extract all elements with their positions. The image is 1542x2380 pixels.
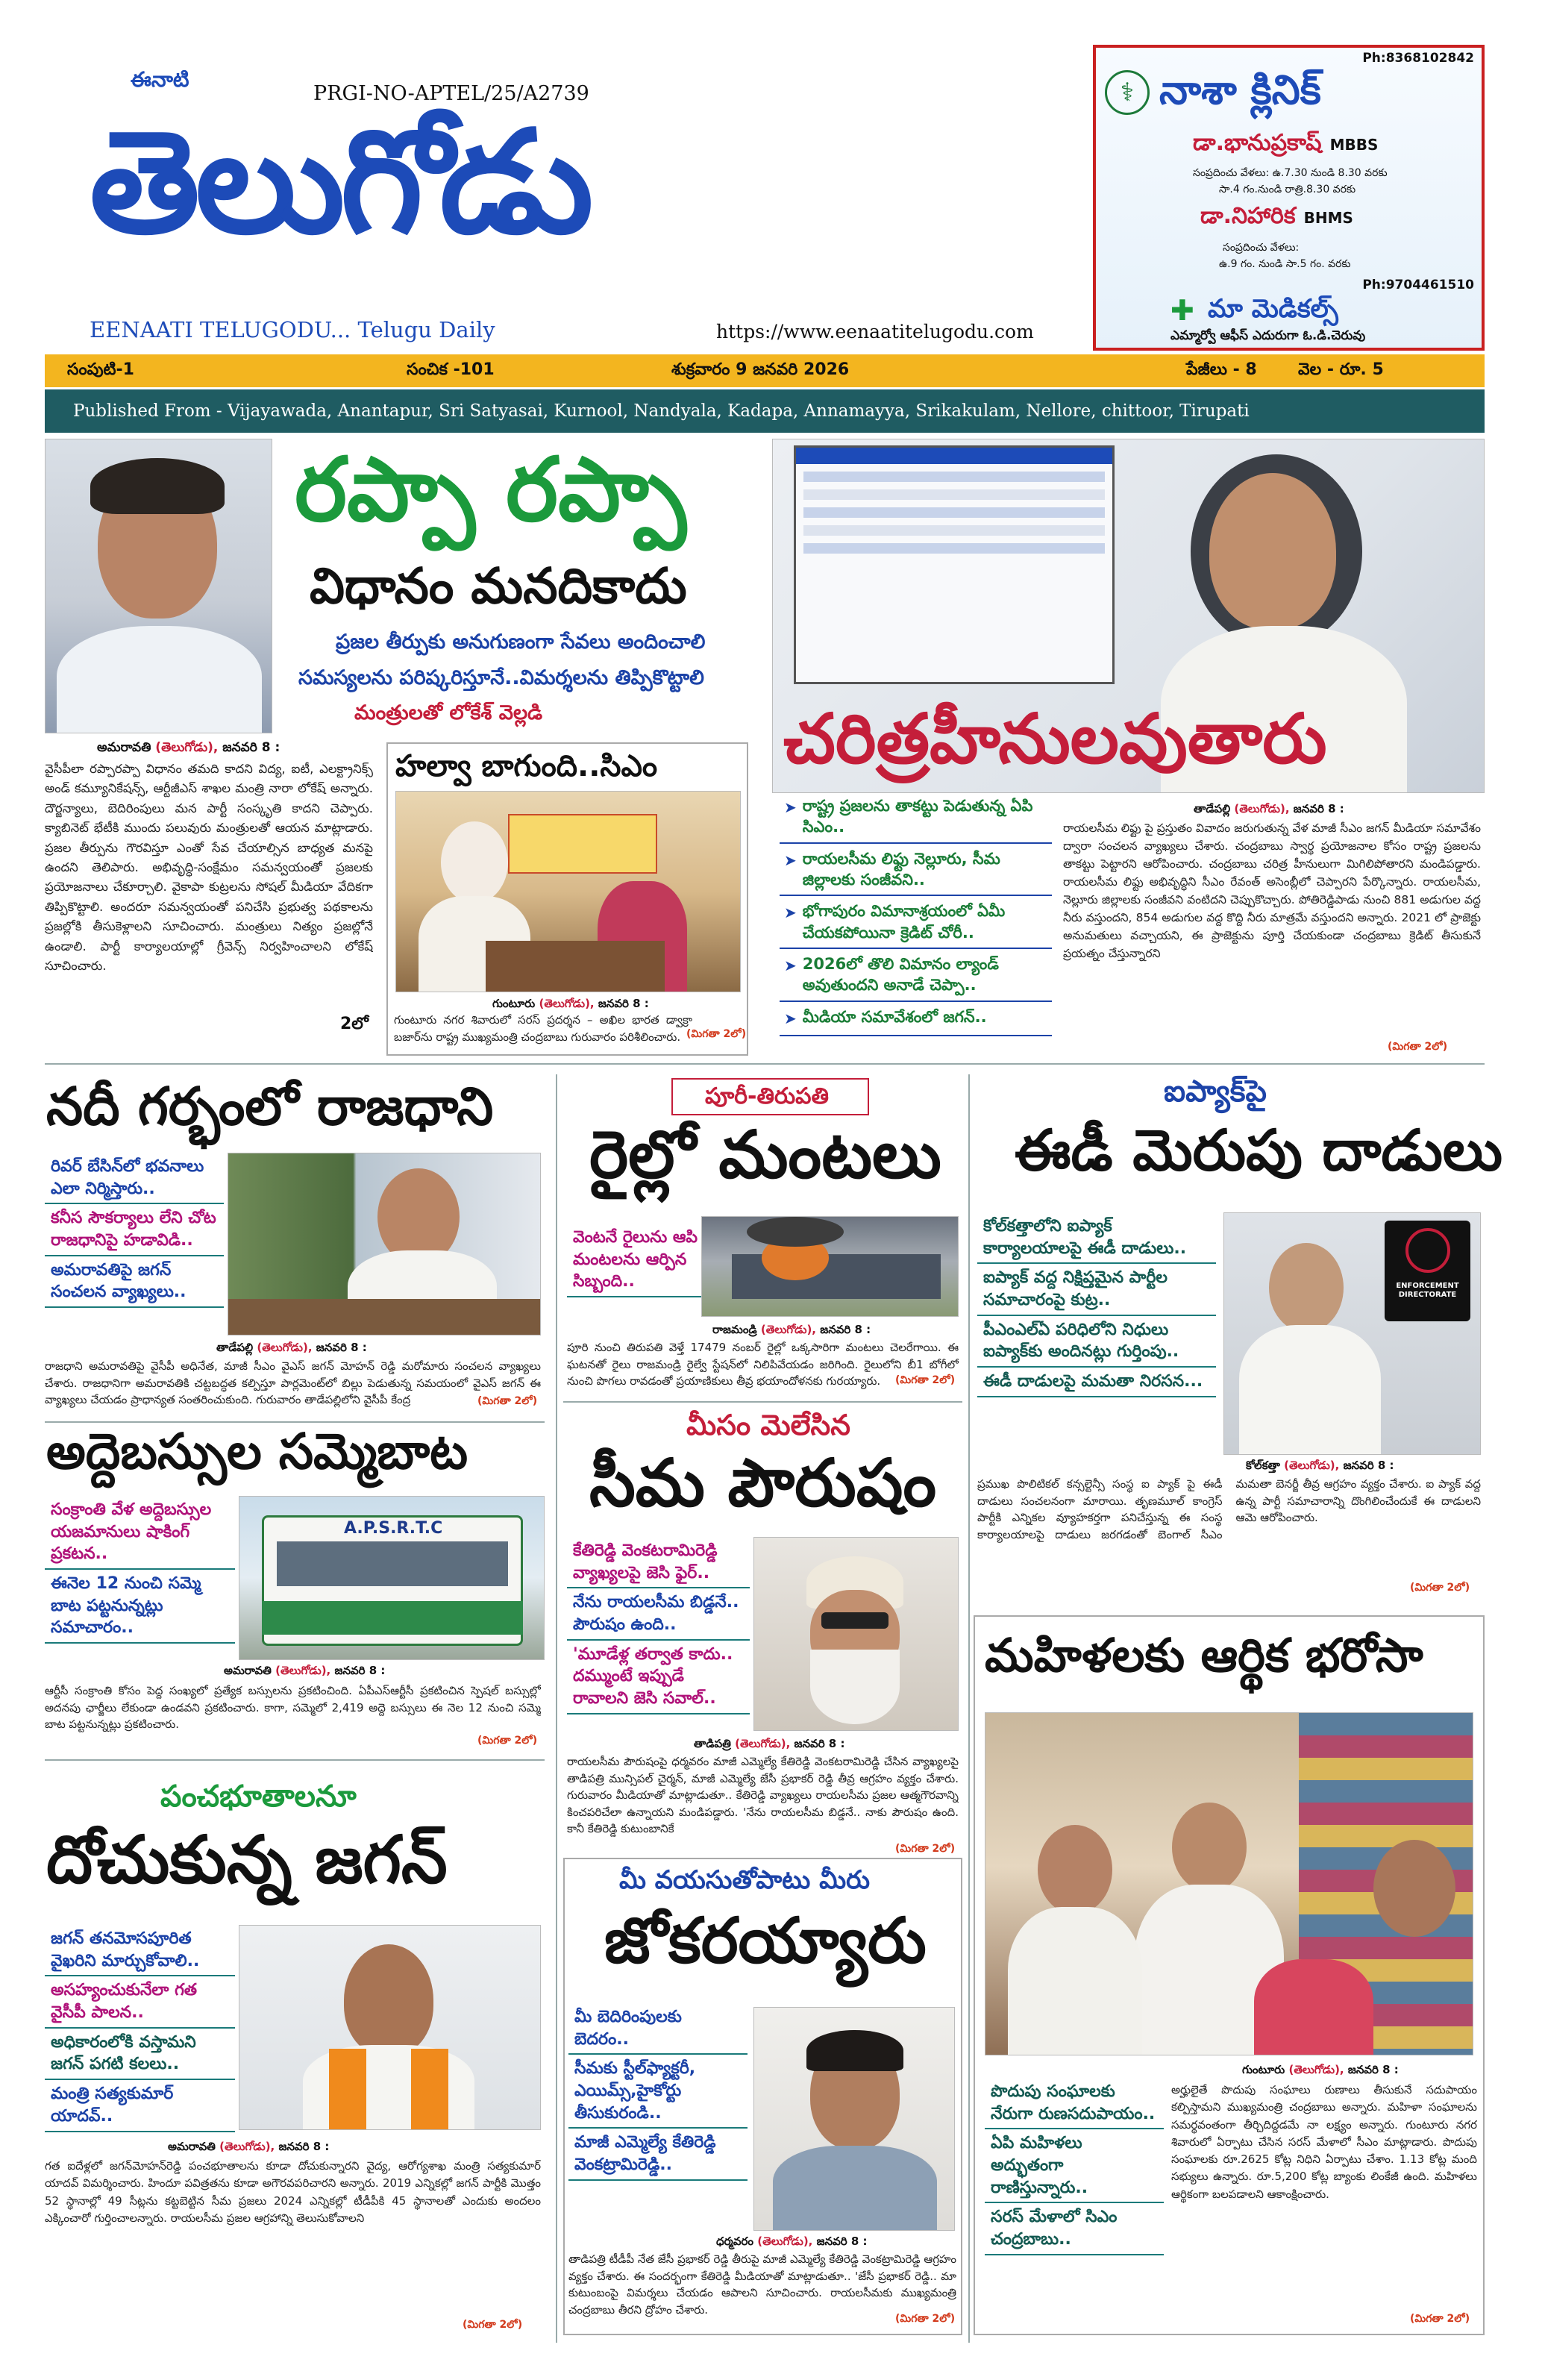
cm-saras-mela-photo: [985, 1712, 1473, 2055]
story1-body: వైసీపీలా రప్పారప్పా విధానం తమది కాదని విద్య, ఐటీ, ఎలక్ట్రానిక్స్ అండ్ కమ్యూనికేషన్స్, ఆర్టీజీఎస్ శాఖల మంత్రి నారా లోకేష్ అన్నారు. దౌర్జన్యాలు, బెదిరింపులు మన పార్టీ సంస్కృతి కాదని చెప్పారు. క్యాబినెట్ భేటీకి ముందు పలువురు మంత్రులతో ఆయన మాట్లాడారు. ప్రజల తీర్పును గౌరవిస్తూ ఎంతో సేవ చేయాల్సిన బాధ్యత మనపై ఉందని తెలిపారు. అభివృద్ధి-సంక్షేమం సమన్వయంతో ప్రజలకు ప్రయోజనాలు చేకూర్చాలి. వైకాపా కుట్రలను సోషల్ మీడియా వేదికగా తిప్పికొట్టాలి. అందరూ సమన్వయంతో పనిచేసి ప్రభుత్వ పథకాలను ప్రజల్లోకి తీసుకెళ్లాలని సూచించారు. మంత్రులు నిత్యం ప్రజల్లోనే ఉండాలి. పార్టీ కార్యాలయాల్లో గ్రీవెన్స్ నిర్వహించాలని లోకేష్ సూచించారు.: [45, 762, 373, 973]
story3-bullets: [45, 1153, 224, 1308]
story2-bullet: ➤ రాయలసీమ లిఫ్టు నెల్లూరు, సీమ జిల్లాలకు సంజీవని..: [780, 844, 1052, 897]
arrow-icon: ➤: [784, 798, 797, 816]
story8-dateline: అమరావతి (తెలుగోడు), జనవరి 8 :: [168, 2140, 330, 2153]
story8-bullet: జగన్ తనమోసపూరిత వైఖరిని మార్చుకోవాలి..: [45, 1925, 235, 1976]
ed-emblem: [1385, 1221, 1470, 1321]
story1b-headline: హల్వా బాగుంది..సిఎం: [395, 749, 658, 783]
train-fire-photo: [701, 1216, 959, 1317]
story10-continued: (మిగతా 2లో): [1410, 2313, 1470, 2325]
story9-dateline: ధర్మవరం (తెలుగోడు), జనవరి 8 :: [716, 2235, 868, 2248]
arrow-icon: ➤: [784, 851, 797, 869]
story3-bullet: రివర్ బేసిన్‌లో భవనాలు ఎలా నిర్మిస్తారు..: [45, 1153, 224, 1204]
story6-bullets: [45, 1496, 235, 1644]
story6-continued: (మిగతా 2లో): [477, 1735, 538, 1747]
column-divider: [968, 1074, 970, 2343]
volume: సంపుటి-1: [67, 360, 134, 379]
pages: పేజీలు - 8: [1186, 360, 1257, 379]
story2-bullet: ➤ భోగాపురం విమానాశ్రయంలో ఏమీ చేయకపోయినా క్రెడిట్ చోరీ..: [780, 896, 1052, 949]
story1b-continued: (మిగతా 2లో): [686, 1028, 747, 1040]
website-url[interactable]: https://www.eenaatitelugodu.com: [716, 321, 1034, 342]
story9-bullet: మాజీ ఎమ్మెల్యే కేతిరెడ్డి వెంకట్రామిరెడ్డి..: [568, 2129, 748, 2180]
story4-bullet: వెంటనే రైలును ఆపి మంటలను ఆర్పిన సిబ్బంది..: [567, 1224, 739, 1297]
story5-headline: ఈడీ మెరుపు దాడులు: [1015, 1117, 1503, 1183]
story6-body: ఆర్టీసీ సంక్రాంతి కోసం పెద్ద సంఖ్యలో ప్రత్యేక బస్సులను ప్రకటించింది. ఏపీఎస్ఆర్టీసీ ప్రకటించిన స్పెషల్ బస్సుల్లో అదనపు ఛార్జీలు లేకుండా ఉండవని ప్రకటించారు. కాగా, సమ్మెలో 2,419 అద్దె బస్సులు ఈ నెల 12 నుంచి సమ్మె బాట పట్టనున్నట్లు ప్రకటించారు.: [45, 1684, 541, 1731]
story8-bullet: మంత్రి సత్యకుమార్ యాదవ్..: [45, 2080, 235, 2132]
story9-bullet: సీమకు స్టీల్‌ఫ్యాక్టరీ, ఎయిమ్స్,హైకోర్టు తీసుకురండి..: [568, 2055, 748, 2129]
story5-bullet: పీఎంఎల్ఏ పరిధిలోని నిధులు ఐప్యాక్‌కు అందినట్లు గుర్తింపు..: [977, 1316, 1216, 1368]
jagan-desk-photo: [228, 1153, 541, 1335]
story8-bullets: [45, 1925, 235, 2132]
published-from-bar: Published From - Vijayawada, Anantapur, Sri Satyasai, Kurnool, Nandyala, Kadapa, Annamayya, Srikakulam, Nellore, chittoor, Tirupati: [45, 389, 1485, 433]
story5-bullet: కోల్‌కత్తాలోని ఐప్యాక్ కార్యాలయాలపై ఈడీ దాడులు..: [977, 1212, 1216, 1264]
story2-bullet: ➤ మీడియా సమావేశంలో జగన్..: [780, 1002, 1052, 1036]
masthead-kicker: ఈనాటి: [131, 67, 189, 92]
ad-phone-top: Ph:8368102842: [1362, 51, 1474, 66]
ad-address: ఎమ్మార్వో ఆఫీస్ ఎదురుగా ఓ.డి.చెరువు: [1170, 328, 1366, 343]
story7-body: రాయలసీమ పౌరుషంపై ధర్మవరం మాజీ ఎమ్మెల్యే కేతిరెడ్డి వెంకటరామిరెడ్డి చేసిన వ్యాఖ్యలపై తాడిపత్రి మున్సిపల్ చైర్మన్, మాజీ ఎమ్మెల్యే జేసీ ప్రభాకర్ రెడ్డి తీవ్ర ఆగ్రహం వ్యక్తం చేశారు. గురువారం మీడియాతో మాట్లాడుతూ.. కేతిరెడ్డి వ్యాఖ్యలు రాయలసీమ ప్రజల ఆత్మగౌరవాన్ని కించపరిచేలా ఉన్నాయని మండిపడ్డారు. 'నేను రాయలసీమ బిడ్డనే.. నాకు పౌరుషం ఉంది. కానీ కేతిరెడ్డి కుటుంబానికే: [567, 1755, 959, 1835]
doctor1-name: [1193, 130, 1378, 161]
story5-bullet: ఐప్యాక్ వద్ద నిక్షిప్తమైన పార్టీల సమాచారంపై కుట్ర..: [977, 1264, 1216, 1315]
story10-headline: మహిళలకు ఆర్థిక భరోసా: [985, 1628, 1423, 1682]
story1-sub1: ప్రజల తీర్పుకు అనుగుణంగా సేవలు అందించాలి: [336, 630, 706, 654]
story7-bullet: నేను రాయలసీమ బిడ్డనే.. పౌరుషం ఉంది..: [567, 1588, 750, 1640]
story9-kicker: మీ వయసుతోపాటు మీరు: [619, 1865, 870, 1895]
story8-body: గత ఐదేళ్లలో జగన్‌మోహన్‌రెడ్డి పంచభూతాలను కూడా దోచుకున్నారని వైద్య, ఆరోగ్యశాఖ మంత్రి సత్యకుమార్ యాదవ్ విమర్శించారు. హిందూ పవిత్రతను కూడా అగౌరవపరిచారని అన్నారు. 2019 ఎన్నికల్లో జగన్ పార్టీకి మొత్తం 52 స్థానాల్లో 49 సీట్లను కట్టబెట్టిన సీమ ప్రజలు 2024 ఎన్నికల్లో టీడీపీకి 45 స్థానాలతో ఎందుకు అందలం ఎక్కించారో గుర్తించాలన్నారు. రాయలసీమ ప్రజల ఆగ్రహాన్ని తెలుసుకోవాలని: [45, 2159, 541, 2225]
story2-bullet: ➤ 2026లో తొలి విమానం ల్యాండ్ అవుతుందని అనాడే చెప్పా..: [780, 949, 1052, 1002]
info-bar: [45, 354, 1485, 387]
doctor1: డా.భానుప్రకాష్: [1193, 130, 1322, 156]
story6-dateline: అమరావతి (తెలుగోడు), జనవరి 8 :: [224, 1664, 386, 1677]
story3-bullet: కనీస సౌకర్యాలు లేని చోట రాజధానిపై హడావిడి..: [45, 1204, 224, 1256]
story10-body: అర్హులైతే పొదుపు సంఘాలు రుణాలు తీసుకునే సదుపాయం కల్పిస్తామని ముఖ్యమంత్రి చంద్రబాబు అన్నారు. మహిళా సంఘాలను సమర్థవంతంగా తీర్చిదిద్దడమే నా లక్ష్యం అన్నారు. గుంటూరు నగర శివారులో ఏర్పాటు చేసిన సరస్ మేళాలో సీఎం మాట్లాడారు. పొదుపు సంఘాలకు రూ.2625 కోట్ల నిధిని ఏర్పాటు చేశాం. 1.13 కోట్ల మంది సభ్యులు ఉన్నారు. రూ.5,200 కోట్ల బ్యాంకు లింకేజీ ఉంది. మహిళలు ఆర్థికంగా బలపడాలని ఆకాంక్షించారు.: [1171, 2083, 1477, 2201]
story5-kicker: ఐప్యాక్‌పై: [1164, 1074, 1267, 1109]
story10-dateline: గుంటూరు (తెలుగోడు), జనవరి 8 :: [1242, 2063, 1399, 2076]
issue-date: శుక్రవారం 9 జనవరి 2026: [671, 360, 850, 379]
story6-bullet: సంక్రాంతి వేళ అద్దెబస్సుల యజమానులు షాకింగ్ ప్రకటన..: [45, 1496, 235, 1570]
arrow-icon: ➤: [784, 904, 797, 922]
story7-dateline: తాడిపత్రి (తెలుగోడు), జనవరి 8 :: [694, 1737, 845, 1750]
masthead-title: తెలుగోడు: [90, 100, 589, 265]
lokesh-photo: [45, 439, 272, 733]
story1-continued: 2లో: [340, 1015, 369, 1033]
story4-dateline: రాజమండ్రి (తెలుగోడు), జనవరి 8 :: [712, 1323, 871, 1336]
story7-bullet: కేతిరెడ్డి వెంకటరామిరెడ్డి వ్యాఖ్యలపై జెసి ఫైర్..: [567, 1537, 750, 1588]
story2-bullets: [780, 791, 1052, 1036]
story2-body: రాయలసీమ లిఫ్టు పై ప్రస్తుతం వివాదం జరుగుతున్న వేళ మాజీ సీఎం జగన్ మీడియా సమావేశం ద్వారా సంచలన వ్యాఖ్యలు చేశారు. చంద్రబాబు స్వార్థ ప్రయోజనాల కోసం రాష్ట్ర ప్రజలను తాకట్టు పెట్టారని ఆరోపించారు. చంద్రబాబు చరిత్ర హీనులుగా మిగిలిపోతారని మండిపడ్డారు. రాయలసీమ లిఫ్టు అభివృద్ధిని సీఎం రేవంత్ అసెంబ్లీలో చెప్పారని పేర్కొన్నారు. రాయలసీమ, నెల్లూరు జిల్లాలకు సంజీవని వంటిదని చెప్పుకొచ్చారు. పోతిరెడ్డిపాడు నుంచి 881 అడుగుల వద్ద నీరు వస్తుందని, 854 అడుగుల వద్ద కొద్ది నీరు మాత్రమే వస్తుందని అన్నారు. 2021 లో ప్రాజెక్టు అనుమతులు వచ్చాయని, ఈ ప్రాజెక్టును పూర్తి చేయకుండా చంద్రబాబు క్రెడిట్ తీసుకునే ప్రయత్నం చేస్తున్నారని: [1063, 821, 1481, 961]
story1b-dateline: గుంటూరు (తెలుగోడు), జనవరి 8 :: [492, 997, 649, 1010]
story9-bullets: [568, 2003, 748, 2181]
story1-sub3: మంత్రులతో లోకేశ్ వెల్లడి: [354, 701, 543, 724]
story3-bullet: అమరావతిపై జగన్ సంచలన వ్యాఖ్యలు..: [45, 1256, 224, 1308]
doctor2-timing: ఉ.9 గం. నుండి సా.5 గం. వరకు: [1219, 258, 1351, 270]
column-divider: [556, 1074, 557, 2343]
clinic-ad: [1093, 45, 1485, 351]
section-divider: [45, 1063, 1485, 1065]
cm-halwa-photo: [395, 791, 741, 992]
issue: సంచిక -101: [407, 360, 495, 379]
bus-photo: [239, 1496, 545, 1660]
borrowings-screen: [794, 445, 1115, 684]
satyakumar-photo: [239, 1925, 541, 2130]
story5-dateline: కోల్‌కత్తా (తెలుగోడు), జనవరి 8 :: [1246, 1459, 1394, 1472]
kethireddy-photo: [753, 2007, 955, 2231]
story4-body: పూరి నుంచి తిరుపతి వెళ్తే 17479 నంబర్ రైల్లో ఒక్కసారిగా మంటలు చెలరేగాయి. ఈ ఘటనతో రైలు రాజమండ్రి రైల్వే స్టేషన్‌లో నిలిపివేయడం జరిగింది. రైలులోని బీ1 బోగీలో నుంచి పొగలు రావడంతో ప్రయాణికులు తీవ్ర భయాందోళనకు గురయ్యారు.: [567, 1341, 959, 1388]
medicals-name: మా మెడికల్స్: [1208, 294, 1338, 324]
masthead: [45, 30, 1074, 351]
doctor2-label: సంప్రదించు వేళలు:: [1223, 242, 1300, 254]
registration-number: PRGI-NO-APTEL/25/A2739: [313, 82, 589, 105]
story7-kicker: మీసం మెలేసిన: [686, 1409, 850, 1441]
story10-bullet: ఏపి మహిళలు అద్భుతంగా రాణిస్తున్నారు..: [985, 2129, 1164, 2203]
doctor1-timing2: సా.4 గం.నుండి రాత్రి.8.30 వరకు: [1219, 184, 1356, 195]
story8-continued: (మిగతా 2లో): [463, 2319, 523, 2331]
story5-bullets: [977, 1212, 1216, 1397]
story10-bullet: పొదుపు సంఘాలకు నేరుగా రుణసదుపాయం..: [985, 2078, 1164, 2129]
story4-headline: రైల్లో మంటలు: [589, 1116, 941, 1193]
story3-continued: (మిగతా 2లో): [477, 1395, 538, 1407]
story10-bullet: సరస్ మేళాలో సిఎం చంద్రబాబు..: [985, 2203, 1164, 2255]
arrow-icon: ➤: [784, 1009, 797, 1027]
caduceus-icon: ⚕: [1105, 70, 1150, 115]
plus-icon: ✚: [1170, 294, 1194, 327]
story7-headline: సీమ పౌరుషం: [589, 1444, 937, 1521]
story4-continued: (మిగతా 2లో): [895, 1374, 956, 1386]
doctor1-degree: MBBS: [1329, 136, 1379, 154]
story3-body: రాజధాని అమరావతిపై వైసీపీ అధినేత, మాజీ సీఎం వైఎస్ జగన్ మోహన్ రెడ్డి మరోమారు సంచలన వ్యాఖ్యలు చేశారు. రాజధానిగా అమరావతికి చట్టబద్ధత కల్పిస్తూ పార్లమెంట్‌లో బిల్లు పెడుతున్న సమయంలో వైఎస్ జగన్ ఈ వ్యాఖ్యలు చేయడం ప్రాధాన్యత సంతరించుకుంది. గురువారం తాడేపల్లిలోని వైసీపీ కేంద్ర: [45, 1359, 541, 1406]
ad-phone2: Ph:9704461510: [1362, 278, 1474, 292]
story1b-body: గుంటూరు నగర శివారులో సరస్ ప్రదర్శన – అఖిల భారత డ్వాక్రా బజార్‌ను రాష్ట్ర ముఖ్యమంత్రి చంద్రబాబు గురువారం పరిశీలించారు.: [394, 1013, 692, 1044]
story3-dateline: తాడేపల్లి (తెలుగోడు), జనవరి 8 :: [216, 1341, 367, 1354]
section-divider: [563, 1401, 962, 1403]
bus-label: A.P.S.R.T.C: [344, 1519, 443, 1538]
story9-headline: జోకరయ్యారు: [604, 1904, 927, 1977]
story1-headline1: రప్పా రప్పా: [295, 438, 686, 541]
story5-bullet: ఈడీ దాడులపై మమతా నిరసన...: [977, 1368, 1216, 1397]
clinic-name: నాశా క్లినిక్: [1159, 66, 1321, 113]
story8-kicker: పంచభూతాలనూ: [160, 1779, 357, 1814]
story7-bullets: [567, 1537, 750, 1714]
story2-headline: చరిత్రహీనులవుతారు: [783, 699, 1327, 779]
doctor2-degree: BHMS: [1303, 209, 1353, 227]
story1-headline2: విధానం మనదికాదు: [310, 557, 687, 615]
story9-body: తాడిపత్రి టీడీపీ నేత జేసీ ప్రభాకర్ రెడ్డి తీరుపై మాజీ ఎమ్మెల్యే కేతిరెడ్డి వెంకట్రామిరెడ్డి ఆగ్రహం వ్యక్తం చేశారు. ఈ సందర్భంగా కేతిరెడ్డి మీడియాతో మాట్లాడుతూ.. 'జేసీ ప్రభాకర్ రెడ్డి.. మా కుటుంబంపై విమర్శలు చేయడం ఆపాలని సూచించారు. రాయలసీమకు ముఖ్యమంత్రి చంద్రబాబు తీరని ద్రోహం చేశారు.: [568, 2252, 956, 2317]
story10-bullets: [985, 2078, 1164, 2255]
story4-kicker: పూరీ-తిరుపతి: [705, 1083, 829, 1109]
story2-continued: (మిగతా 2లో): [1388, 1041, 1448, 1053]
story8-bullet: అధికారంలోకి వస్తామని జగన్ పగటి కలలు..: [45, 2029, 235, 2080]
jc-prabhakar-photo: [753, 1537, 959, 1731]
story6-bullet: ఈనెల 12 నుంచి సమ్మె బాట పట్టనున్నట్లు సమాచారం..: [45, 1570, 235, 1644]
story8-headline: దోచుకున్న జగన్: [46, 1821, 448, 1898]
story5-body: ప్రముఖ పొలిటికల్ కన్సల్టెన్సీ సంస్థ ఐ ప్యాక్ పై ఈడీ దాడులు సంచలనంగా మారాయి. తృణమూల్ కాంగ్రెస్ పార్టీకి ఎన్నికల వ్యూహకర్తగా పనిచేస్తున్న ఈ సంస్థ కార్యాలయాలపై దాడులు జరగడంతో బెంగాల్ సీఎం మమతా బెనర్జీ తీవ్ర ఆగ్రహం వ్యక్తం చేశారు. ఐ ప్యాక్ వద్ద ఉన్న పార్టీ సమాచారాన్ని దొంగిలించేందుకే ఈ దాడులని ఆమె ఆరోపించారు.: [977, 1477, 1481, 1541]
story1-sub2: సమస్యలను పరిష్కరిస్తూనే..విమర్శలను తిప్పికొట్టాలి: [298, 666, 704, 689]
section-divider: [45, 1759, 545, 1761]
story7-bullet: 'మూడేళ్ల తర్వాత కాదు.. దమ్ముంటే ఇప్పుడే రావాలని జెసి సవాల్..: [567, 1641, 750, 1714]
doctor2: డా.నిహారిక: [1200, 203, 1296, 229]
masthead-subtitle: EENAATI TELUGODU... Telugu Daily: [90, 317, 495, 342]
story7-continued: (మిగతా 2లో): [895, 1843, 956, 1855]
ed-label: ENFORCEMENT DIRECTORATE: [1396, 1282, 1459, 1299]
story9-bullet: మీ బెదిరింపులకు బెదరం..: [568, 2003, 748, 2055]
price: వెల - రూ. 5: [1298, 360, 1384, 379]
story2-bullet: ➤ రాష్ట్ర ప్రజలను తాకట్టు పెడుతున్న ఏపి సిఎం..: [780, 791, 1052, 844]
story5-continued: (మిగతా 2లో): [1410, 1582, 1470, 1594]
story1-dateline: అమరావతి (తెలుగోడు), జనవరి 8 :: [97, 740, 280, 755]
story8-bullet: అసహ్యంచుకునేలా గత వైసీపీ పాలన..: [45, 1976, 235, 2028]
story6-headline: అద్దెబస్సుల సమ్మెబాట: [46, 1423, 468, 1480]
story3-headline: నదీ గర్భంలో రాజధాని: [46, 1076, 494, 1137]
doctor1-timing1: సంప్రదించు వేళలు: ఉ.7.30 నుండి 8.30 వరకు: [1193, 167, 1388, 179]
story2-dateline: తాడేపల్లి (తెలుగోడు), జనవరి 8 :: [1194, 802, 1344, 815]
doctor2-name: [1200, 203, 1353, 234]
mamata-photo: [1223, 1212, 1481, 1455]
arrow-icon: ➤: [784, 956, 797, 975]
story9-continued: (మిగతా 2లో): [895, 2313, 956, 2325]
